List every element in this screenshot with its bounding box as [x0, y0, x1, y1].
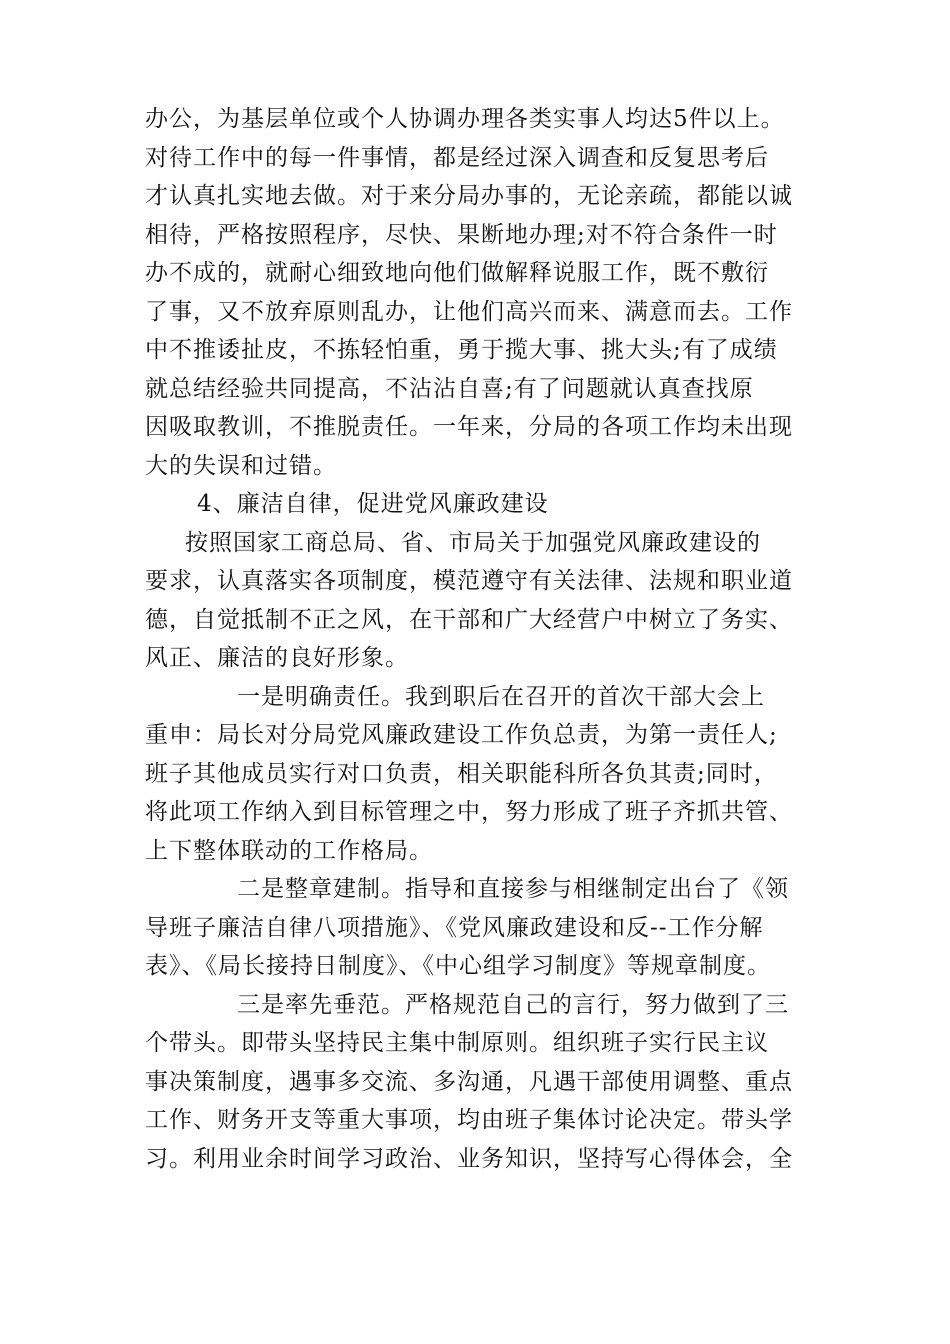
text-line: 上下整体联动的工作格局。 [145, 837, 433, 864]
text-line: 办公，为基层单位或个人协调办理各类实事人均达5件以上。 [145, 106, 785, 132]
text-line: 了事，又不放弃原则乱办，让他们高兴而来、满意而去。工作 [145, 298, 793, 325]
text-line: 就总结经验共同提高，不沾沾自喜;有了问题就认真查找原 [145, 375, 754, 402]
text-line: 班子其他成员实行对口负责，相关职能科所各负其责;同时， [145, 760, 778, 787]
text-line: 按照国家工商总局、省、市局关于加强党风廉政建设的 [185, 529, 761, 556]
text-line: 办不成的，就耐心细致地向他们做解释说服工作，既不敷衍 [145, 260, 769, 286]
section-heading: 4、廉洁自律，促进党风廉政建设 [197, 491, 549, 517]
text-line: 导班子廉洁自律八项措施》、《党风廉政建设和反--工作分解 [145, 914, 764, 941]
text-line: 大的失误和过错。 [145, 452, 337, 479]
text-line: 对待工作中的每一件事情，都是经过深入调查和反复思考后 [145, 144, 769, 171]
text-line: 习。利用业余时间学习政治、业务知识，坚持写心得体会，全 [145, 1145, 793, 1172]
text-line: 才认真扎实地去做。对于来分局办事的，无论亲疏，都能以诚 [145, 183, 793, 209]
text-line: 个带头。即带头坚持民主集中制原则。组织班子实行民主议 [145, 1030, 769, 1056]
text-line: 表》、《局长接持日制度》、《中心组学习制度》等规章制度。 [145, 953, 771, 979]
text-line: 相待，严格按照程序，尽快、果断地办理;对不符合条件一时 [145, 221, 778, 248]
text-line: 将此项工作纳入到目标管理之中，努力形成了班子齐抓共管、 [145, 799, 793, 825]
text-line: 事决策制度，遇事多交流、多沟通，凡遇干部使用调整、重点 [145, 1068, 793, 1095]
text-line: 工作、财务开支等重大事项，均由班子集体讨论决定。带头学 [145, 1107, 793, 1133]
text-line: 一是明确责任。我到职后在召开的首次干部大会上 [237, 683, 765, 710]
text-line: 二是整章建制。指导和直接参与相继制定出台了《领 [237, 876, 789, 902]
text-line: 重申：局长对分局党风廉政建设工作负总责，为第一责任人; [145, 722, 778, 748]
text-line: 德，自觉抵制不正之风，在干部和广大经营户中树立了务实、 [145, 606, 793, 633]
text-line: 中不推诿扯皮，不拣轻怕重，勇于揽大事、挑大头;有了成绩 [145, 337, 778, 363]
text-line: 要求，认真落实各项制度，模范遵守有关法律、法规和职业道 [145, 568, 793, 594]
text-line: 因吸取教训，不推脱责任。一年来，分局的各项工作均未出现 [145, 414, 793, 440]
body-text [145, 100, 815, 1178]
text-line: 三是率先垂范。严格规范自己的言行，努力做到了三 [237, 991, 789, 1018]
text-line: 风正、廉洁的良好形象。 [145, 645, 409, 671]
